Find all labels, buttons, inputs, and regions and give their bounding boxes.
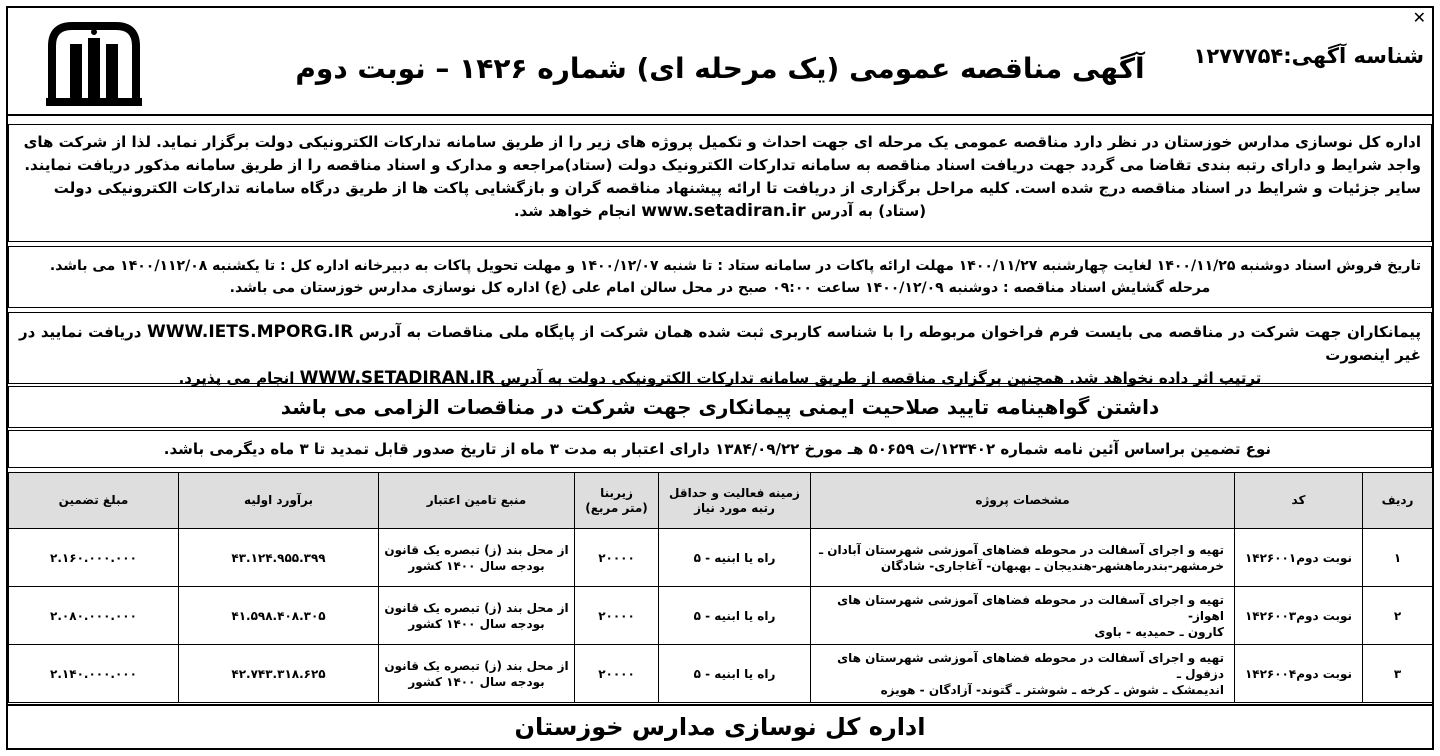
fund-line: از محل بند (ز) تبصره یک قانون — [384, 542, 569, 557]
col-code: کد — [1235, 473, 1363, 529]
registration-text: انجام می پذیرد. — [178, 369, 295, 387]
col-field — [659, 473, 811, 529]
row-fund — [379, 587, 575, 645]
row-num: ۳ — [1363, 645, 1433, 703]
row-estimate: ۴۲.۷۴۳.۳۱۸.۶۲۵ — [179, 645, 379, 703]
guarantee-notice: نوع تضمین براساس آئین نامه شماره ۱۲۳۴۰۲/ت ۵۰۶۵۹ هـ مورخ ۱۳۸۴/۰۹/۲۲ دارای اعتبار به مدت ۳ ماه از تاریخ صدور قابل تمدید تا ۳ ماه دیگرمی باشد. — [8, 430, 1432, 468]
ad-id: شناسه آگهی:۱۲۷۷۷۵۴ — [1193, 44, 1424, 68]
row-spec — [811, 529, 1235, 587]
registration-text: پیمانکاران جهت شرکت در مناقصه می بایست فرم فراخوان مربوطه را با شناسه کاربری ثبت شده همان شرکت از پایگاه ملی مناقصات به آدرس — [358, 323, 1421, 341]
fund-line: از محل بند (ز) تبصره یک قانون — [384, 658, 569, 673]
row-num: ۱ — [1363, 529, 1433, 587]
intro-text: (ستاد) به آدرس — [810, 202, 927, 220]
row-num: ۲ — [1363, 587, 1433, 645]
close-icon[interactable]: ✕ — [1412, 8, 1426, 27]
col-spec: مشخصات پروژه — [811, 473, 1235, 529]
row-estimate: ۴۱.۵۹۸.۴۰۸.۳۰۵ — [179, 587, 379, 645]
certificate-notice: داشتن گواهینامه تایید صلاحیت ایمنی پیمانکاری جهت شرکت در مناقصات الزامی می باشد — [8, 386, 1432, 428]
intro-line: سایر جزئیات و شرایط در اسناد مناقصه درج شده است. کلیه مراحل برگزاری از دریافت تا ارائه پیشنهاد مناقصه گران و بازگشایی پاکت ها از طریق درگاه سامانه تدارکات الکترونیکی دولت — [53, 179, 1421, 197]
intro-text: انجام خواهد شد. — [513, 202, 637, 220]
row-guarantee: ۲.۱۶۰.۰۰۰.۰۰۰ — [9, 529, 179, 587]
fund-line: از محل بند (ز) تبصره یک قانون — [384, 600, 569, 615]
spec-line: تهیه و اجرای آسفالت در محوطه فضاهای آموزشی شهرستان های اهواز- — [837, 592, 1224, 623]
registration-text: دریافت نمایید در غیر اینصورت — [19, 323, 1421, 364]
table-row — [9, 529, 1433, 587]
projects-table — [8, 472, 1433, 703]
col-guarantee: مبلغ تضمین — [9, 473, 179, 529]
fund-line: بودجه سال ۱۴۰۰ کشور — [408, 558, 545, 573]
col-field-l1: زمینه فعالیت و حداقل — [669, 485, 800, 500]
row-code: نوبت دوم۱۴۲۶۰۰۱ — [1235, 529, 1363, 587]
row-spec — [811, 645, 1235, 703]
row-field: راه یا ابنیه - ۵ — [659, 529, 811, 587]
intro-line: اداره کل نوسازی مدارس خوزستان در نظر دارد مناقصه عمومی یک مرحله ای جهت احداث و تکمیل پروژه های زیر را از طریق سامانه تدارکات الکترونیکی دولت برگزار نماید. لذا از شرکت های — [23, 133, 1421, 151]
dates-section — [8, 246, 1432, 308]
row-code: نوبت دوم۱۴۲۶۰۰۴ — [1235, 645, 1363, 703]
header — [8, 8, 1432, 116]
spec-line: تهیه و اجرای آسفالت در محوطه فضاهای آموزشی شهرستان آبادان ـ — [819, 542, 1224, 557]
row-estimate: ۴۳.۱۲۴.۹۵۵.۳۹۹ — [179, 529, 379, 587]
setad-link[interactable]: WWW.SETADIRAN.IR — [299, 368, 495, 388]
spec-line: اندیمشک ـ شوش ـ کرخه ـ شوشتر ـ گتوند- آزادگان - هویزه — [880, 682, 1224, 697]
row-fund — [379, 529, 575, 587]
col-area — [575, 473, 659, 529]
row-area: ۲۰۰۰۰ — [575, 529, 659, 587]
table-header-row — [9, 473, 1433, 529]
registration-section — [8, 312, 1432, 388]
col-row: ردیف — [1363, 473, 1433, 529]
row-fund — [379, 645, 575, 703]
col-field-l2: رتبه مورد نیاز — [694, 500, 775, 515]
col-area-l2: (متر مربع) — [585, 500, 648, 515]
intro-line: واجد شرایط و دارای رتبه بندی تقاضا می گردد جهت دریافت اسناد مناقصه به سامانه تدارکات الکترونیک دولت (ستاد)مراجعه و مدارک و اسناد مناقصه را از طریق سامانه مذکور دریافت نمایند. — [24, 156, 1421, 174]
col-area-l1: زیربنا — [600, 485, 633, 500]
fund-line: بودجه سال ۱۴۰۰ کشور — [408, 674, 545, 689]
spec-line: تهیه و اجرای آسفالت در محوطه فضاهای آموزشی شهرستان های دزفول ـ — [837, 650, 1224, 681]
row-field: راه یا ابنیه - ۵ — [659, 645, 811, 703]
intro-section — [8, 124, 1432, 242]
page-title: آگهی مناقصه عمومی (یک مرحله ای) شماره ۱۴۲۶ – نوبت دوم — [295, 52, 1145, 85]
table-row — [9, 645, 1433, 703]
intro-line — [9, 200, 1431, 223]
opening-line: مرحله گشایش اسناد مناقصه : دوشنبه ۱۴۰۰/۱۲/۰۹ ساعت ۰۹:۰۰ صبح در محل سالن امام علی (ع) اداره کل نوسازی مدارس خوزستان می باشد. — [229, 280, 1211, 296]
setad-link[interactable]: www.setadiran.ir — [641, 201, 806, 221]
spec-line: کارون ـ حمیدیه - باوی — [1094, 624, 1224, 639]
row-spec — [811, 587, 1235, 645]
spec-line: خرمشهر-بندرماهشهر-هندیجان ـ بهبهان- آغاجاری- شادگان — [880, 558, 1224, 573]
row-guarantee: ۲.۰۸۰.۰۰۰.۰۰۰ — [9, 587, 179, 645]
organization-logo-icon — [42, 20, 146, 108]
row-area: ۲۰۰۰۰ — [575, 645, 659, 703]
fund-line: بودجه سال ۱۴۰۰ کشور — [408, 616, 545, 631]
col-estimate: برآورد اولیه — [179, 473, 379, 529]
iets-link[interactable]: WWW.IETS.MPORG.IR — [147, 322, 354, 342]
registration-text: ترتیب اثر داده نخواهد شد. همچنین برگزاری مناقصه از طریق سامانه تدارکات الکترونیکی دولت به آدرس — [500, 369, 1262, 387]
col-fund: منبع تامین اعتبار — [379, 473, 575, 529]
table-row — [9, 587, 1433, 645]
registration-line — [9, 321, 1431, 367]
footer-organization: اداره کل نوسازی مدارس خوزستان — [8, 704, 1432, 748]
row-field: راه یا ابنیه - ۵ — [659, 587, 811, 645]
row-code: نوبت دوم۱۴۲۶۰۰۳ — [1235, 587, 1363, 645]
row-guarantee: ۲.۱۴۰.۰۰۰.۰۰۰ — [9, 645, 179, 703]
dates-line: تاریخ فروش اسناد دوشنبه ۱۴۰۰/۱۱/۲۵ لغایت چهارشنبه ۱۴۰۰/۱۱/۲۷ مهلت ارائه پاکات در سامانه ستاد : تا شنبه ۱۴۰۰/۱۲/۰۷ و مهلت تحویل پاکات به دبیرخانه اداره کل : تا یکشنبه ۱۴۰۰/۱۱۲/۰۸ می باشد. — [49, 258, 1421, 274]
row-area: ۲۰۰۰۰ — [575, 587, 659, 645]
